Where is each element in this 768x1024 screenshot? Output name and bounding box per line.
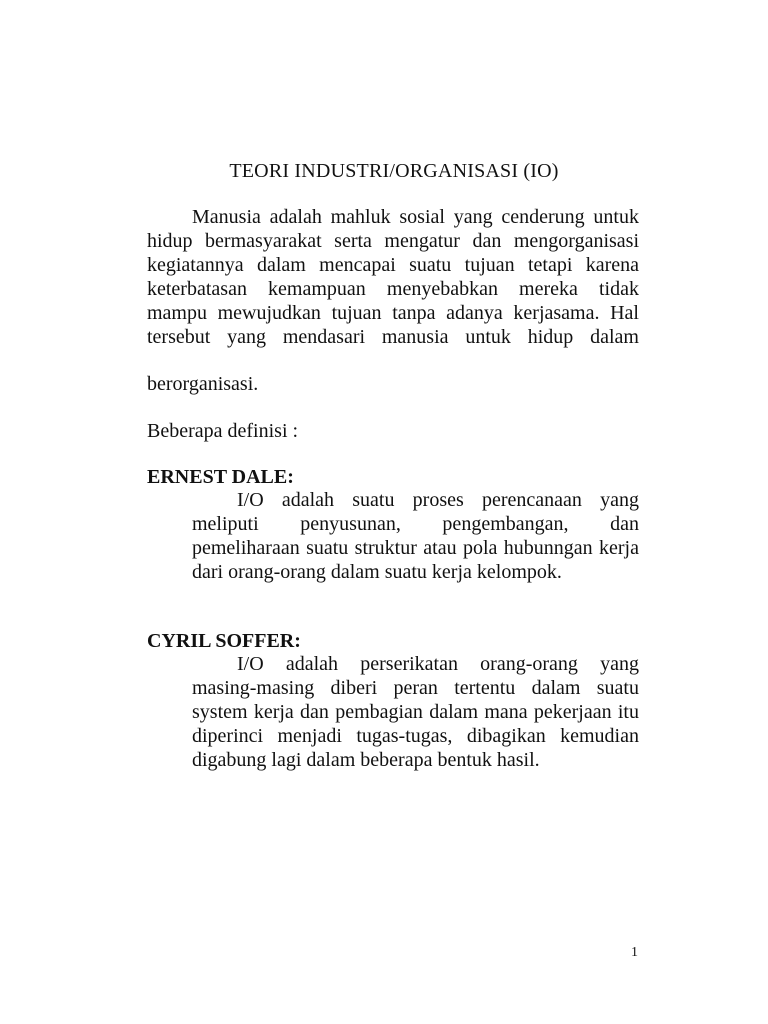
definition-author-cyril-soffer: CYRIL SOFFER: [147,630,301,652]
page-number: 1 [631,945,638,960]
definition-author-ernest-dale: ERNEST DALE: [147,466,294,488]
definition-text-ernest-dale: I/O adalah suatu proses perencanaan yang meliputi penyusunan, pengembangan, dan pemeliharaan suatu struktur atau pola hubunngan kerja dari orang-orang dalam suatu kerja kelompok. [192,489,639,583]
intro-paragraph: Manusia adalah mahluk sosial yang cenderung untuk hidup bermasyarakat serta mengatur dan mengorganisasi kegiatannya dalam mencapai suatu tujuan tetapi karena keterbatasan kemampuan menyebabkan mereka tidak mampu mewujudkan tujuan tanpa adanya kerjasama. Hal tersebut yang mendasari manusia untuk hidup dalam [147,206,639,348]
document-title: TEORI INDUSTRI/ORGANISASI (IO) [229,160,559,182]
definitions-label: Beberapa definisi : [147,420,299,442]
intro-paragraph-last-line: berorganisasi. [147,373,259,395]
definition-text-cyril-soffer: I/O adalah perserikatan orang-orang yang masing-masing diberi peran tertentu dalam suatu system kerja dan pembagian dalam mana pekerjaan itu diperinci menjadi tugas-tugas, dibagikan kemudian digabung lagi dalam beberapa bentuk hasil. [192,653,639,771]
